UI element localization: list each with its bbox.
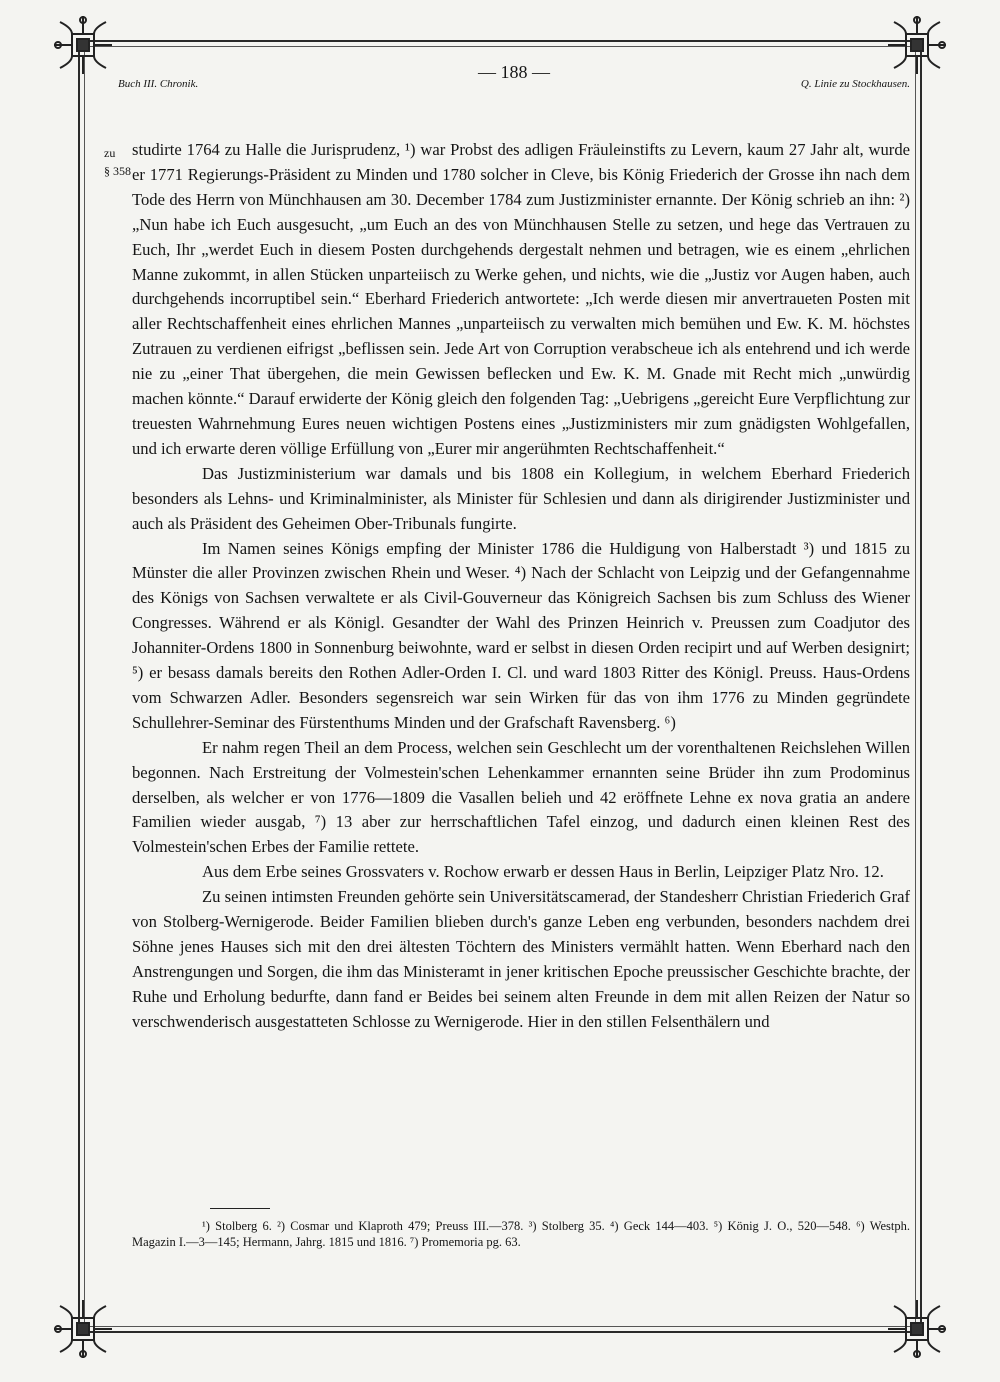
- page-header: [118, 60, 910, 100]
- footnote-divider: [210, 1208, 270, 1209]
- footnotes: [132, 1218, 910, 1250]
- paragraph: studirte 1764 zu Halle die Jurisprudenz, ¹) war Probst des adligen Fräuleinstifts zu Levern, kaum 27 Jahr alt, wurde er 1771 Regierungs-Präsident zu Minden und 1780 solcher in Cleve, bis König Friederich der Grosse ihn nach dem Tode des Herrn von Münchhausen am 30. December 1784 zum Justizminister ernannte. Der König schrieb an ihn: ²) „Nun habe ich Euch ausgesucht, „um Euch an des von Münchhausen Stelle zu setzen, und hege das Vertrauen zu Euch, Ihr „werdet Euch in diesem Posten durchgehends dergestalt nehmen und betragen, wie es einem „ehrlichen Manne zukommt, in allen Stücken unparteiisch zu Werke gehen, und nichts, wie die „Justiz vor Augen haben, auch durchgehends incorruptibel sein.“ Eberhard Friederich antwortete: „Ich werde diesen mir anvertraueten Posten mit aller Rechtschaffenheit eines ehrlichen Mannes „unparteiisch zu verwalten mich bemühen und Ew. K. M. höchstes Zutrauen zu verdienen eifrigst „beflissen sein. Jede Art von Corruption verabscheue ich als entehrend und ich werde nie zu „einer That übergehen, die mein Gewissen beflecken und Ew. K. M. Gnade mit Recht mich „unwürdig machen könnte.“ Darauf erwiderte der König gleich den folgenden Tag: „Uebrigens „gereicht Eure Verpflichtung zur treuesten Wahrnehmung Eures neuen wichtigen Postens eines „Justizministers mir zum gnädigsten Wohlgefallen, und ich erwarte deren völlige Erfüllung von „Eurer mir angerühmten Rechtschaffenheit.“: [132, 140, 910, 458]
- page-number: — 188 —: [478, 62, 550, 82]
- corner-ornament-icon: [52, 14, 114, 76]
- margin-note: zu: [104, 146, 116, 160]
- body-text: [132, 138, 910, 1035]
- header-left: Buch III. Chronik.: [118, 78, 199, 90]
- header-right: Q. Linie zu Stockhausen.: [800, 78, 910, 90]
- paragraph: Aus dem Erbe seines Grossvaters v. Rochow erwarb er dessen Haus in Berlin, Leipziger Platz Nro. 12.: [202, 862, 884, 882]
- corner-ornament-icon: [886, 1298, 948, 1360]
- paragraph: Im Namen seines Königs empfing der Minister 1786 die Huldigung von Halberstadt ³) und 1815 zu Münster die aller Provinzen zwischen Rhein und Weser. ⁴) Nach der Schlacht von Leipzig und der Gefangennahme des Königs von Sachsen verwaltete er als Civil-Gouverneur das Königreich Sachsen bis zum Schluss des Wiener Congresses. Während er als Königl. Gesandter der Wahl des Prinzen Heinrich v. Preussen zum Coadjutor des Johanniter-Ordens 1800 in Sonnenburg beiwohnte, ward er selbst in diesen Orden recipirt und auf Werben designirt; ⁵) er besass damals bereits den Rothen Adler-Orden I. Cl. und ward 1803 Ritter des Königl. Preuss. Haus-Ordens vom Schwarzen Adler. Besonders segensreich war sein Wirken für das von ihm 1776 zu Minden gegründete Schullehrer-Seminar des Fürstenthums Minden und der Grafschaft Ravensberg. ⁶): [132, 538, 910, 732]
- margin-note: § 358: [104, 164, 131, 178]
- paragraph: Er nahm regen Theil an dem Process, welchen sein Geschlecht um der vorenthaltenen Reichslehen Willen begonnen. Nach Erstreitung der Volmestein'schen Lehenkammer ernannten seine Brüder ihn zum Prodominus derselben, als welcher er von 1776—1809 die Vasallen belieh und 42 eröffnete Lehne ex nova gratia an andere Familien wieder ausgab, ⁷) 13 aber zur herrschaftlichen Tafel einzog, und dadurch einen kleinen Rest des Volmestein'schen Erbes der Familie rettete.: [132, 737, 910, 857]
- paragraph: Das Justizministerium war damals und bis 1808 ein Kollegium, in welchem Eberhard Friederich besonders als Lehns- und Kriminalminister, als Minister für Schlesien und dann als dirigirender Justizminister und auch als Präsident des Geheimen Ober-Tribunals fungirte.: [132, 463, 910, 533]
- paragraph: Zu seinen intimsten Freunden gehörte sein Universitätscamerad, der Standesherr Christian Friederich Graf von Stolberg-Wernigerode. Beider Familien blieben durch's ganze Leben eng verbunden, besonders nachdem drei Söhne jenes Hauses sich mit den drei ältesten Töchtern des Ministers vermählt hatten. Wenn Eberhard nach den Anstrengungen und Sorgen, die ihm das Ministeramt in jener kritischen Epoche preussischer Geschichte brachte, der Ruhe und Erholung bedurfte, dann fand er Beides bei seinem alten Freunde in dem mit allen Reizen der Natur so verschwenderisch ausgestatteten Schlosse zu Wernigerode. Hier in den stillen Felsenthälern und: [132, 887, 910, 1031]
- footnote-text: ¹) Stolberg 6. ²) Cosmar und Klaproth 479; Preuss III.—378. ³) Stolberg 35. ⁴) Geck 144—403. ⁵) König J. O., 520—548. ⁶) Westph. Magazin I.—3—145; Hermann, Jahrg. 1815 und 1816. ⁷) Promemoria pg. 63.: [132, 1219, 910, 1249]
- corner-ornament-icon: [52, 1298, 114, 1360]
